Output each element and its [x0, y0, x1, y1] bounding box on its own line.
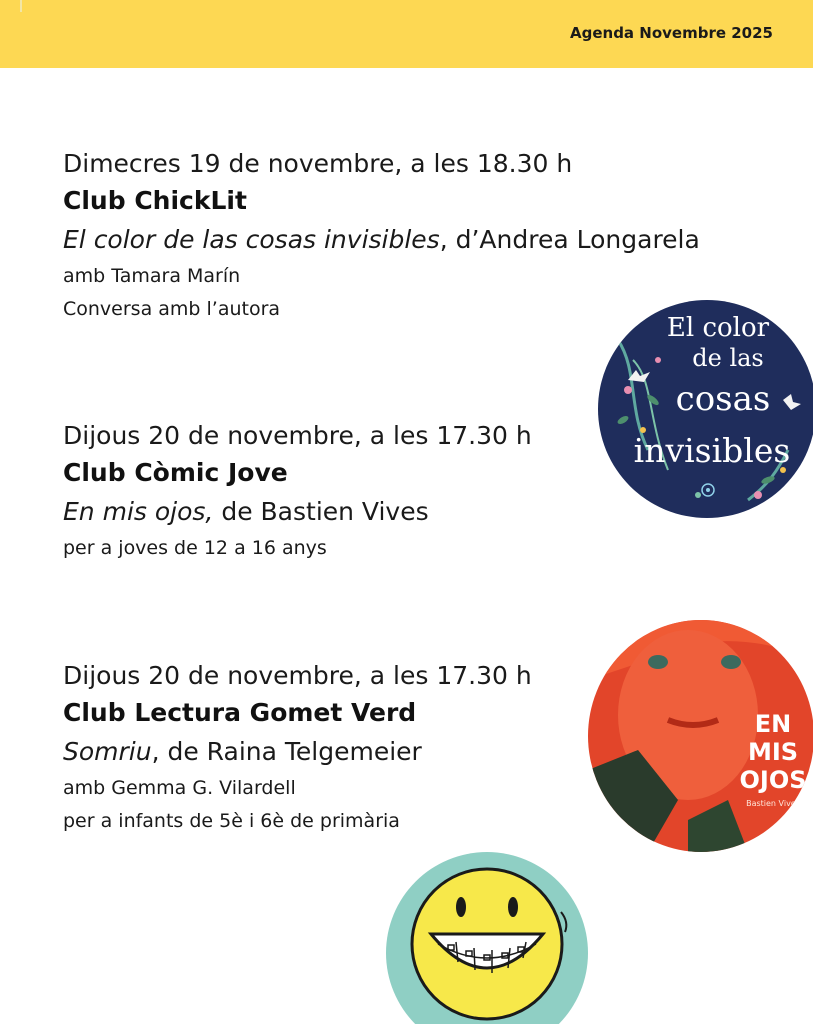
- book-cover-color-cosas-invisibles: [598, 300, 813, 518]
- eye-left: [648, 655, 668, 669]
- eye-right: [721, 655, 741, 669]
- cover-art: [598, 300, 813, 518]
- cover-title-line: El color: [666, 313, 770, 343]
- event-date: Dijous 20 de novembre, a les 17.30 h: [63, 661, 532, 690]
- event-note: per a joves de 12 a 16 anys: [63, 537, 327, 559]
- smiley-eye-right: [508, 897, 518, 917]
- event-note: amb Tamara Marín: [63, 265, 241, 287]
- cover-title-line: OJOS: [739, 766, 807, 794]
- event-book: [63, 492, 532, 532]
- cover-art: [588, 620, 813, 852]
- event-1: [63, 146, 700, 326]
- event-club: Club Còmic Jove: [63, 458, 288, 487]
- book-title: El color de las cosas invisibles: [63, 225, 440, 254]
- book-cover-somriu: [386, 852, 588, 1024]
- event-note: per a infants de 5è i 6è de primària: [63, 810, 400, 832]
- cover-title-line: de las: [692, 344, 764, 372]
- book-title: En mis ojos,: [63, 497, 214, 526]
- book-title: Somriu: [63, 737, 152, 766]
- smiley-eye-left: [456, 897, 466, 917]
- event-book: [63, 220, 700, 260]
- event-2: [63, 418, 532, 565]
- cover-title-line: cosas: [675, 379, 771, 419]
- event-book: [63, 732, 532, 772]
- book-author: , de Raina Telgemeier: [151, 737, 422, 766]
- event-club: Club ChickLit: [63, 186, 247, 215]
- header-title: Agenda Novembre 2025: [570, 24, 773, 42]
- event-date: Dijous 20 de novembre, a les 17.30 h: [63, 421, 532, 450]
- header-bar: [0, 0, 813, 68]
- book-author: , d’Andrea Longarela: [439, 225, 700, 254]
- event-note: amb Gemma G. Vilardell: [63, 777, 296, 799]
- cover-author: Bastien Vives: [746, 799, 800, 808]
- cover-title-line: EN: [754, 710, 792, 738]
- book-cover-en-mis-ojos: [588, 620, 813, 852]
- event-date: Dimecres 19 de novembre, a les 18.30 h: [63, 149, 573, 178]
- event-note: Conversa amb l’autora: [63, 298, 281, 320]
- header-mark: [20, 0, 22, 12]
- event-3: [63, 658, 532, 838]
- cover-title-line: MIS: [747, 738, 799, 766]
- event-club: Club Lectura Gomet Verd: [63, 698, 417, 727]
- cover-title-line: invisibles: [633, 431, 791, 470]
- cover-art: [386, 852, 588, 1024]
- book-author: de Bastien Vives: [213, 497, 429, 526]
